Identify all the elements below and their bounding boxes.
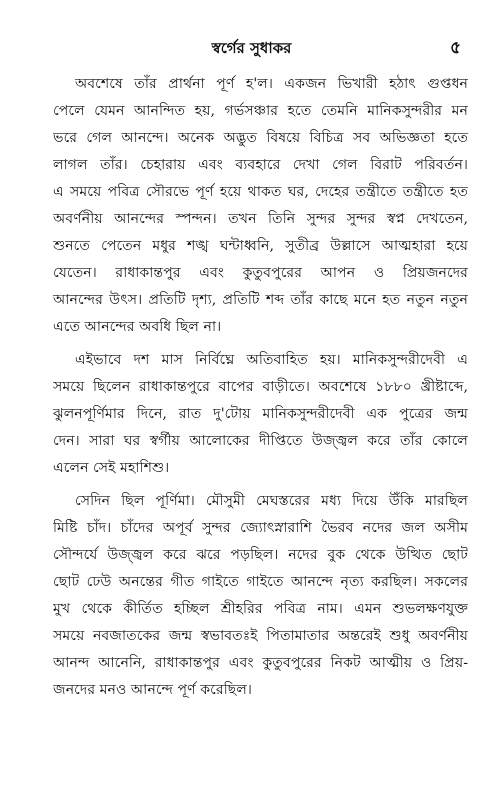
text-line: সময়ে নবজাতকের জন্ম স্বভাবতঃই পিতামাতার অন্তরেই শুধু অবর্ণনীয়	[53, 628, 468, 644]
text-line: পেলে যেমন আনন্দিত হয়, গর্ভসঞ্চার হতে তেমনি মানিকসুন্দরীর মন	[53, 103, 468, 119]
text-line: সেদিন ছিল পূর্ণিমা। মৌসুমী মেঘস্তরের মধ্য দিয়ে উঁকি মারছিল	[75, 493, 468, 509]
page-header	[0, 36, 503, 60]
text-line: শুনতে পেতেন মধুর শঙ্খ ঘন্টাধ্বনি, সুতীব্র উল্লাসে আত্মহারা হয়ে	[53, 238, 468, 254]
text-line: দেন। সারা ঘর স্বর্গীয় আলোকের দীপ্তিতে উজ্জ্বল করে তাঁর কোলে	[53, 433, 468, 449]
page-number: ৫	[449, 38, 461, 58]
paragraph-1	[53, 71, 468, 341]
text-line: এ সময়ে পবিত্র সৌরভে পূর্ণ হয়ে থাকত ঘর, দেহের তন্ত্রীতে তন্ত্রীতে হত	[53, 184, 468, 200]
text-line: মুখ থেকে কীর্তিত হচ্ছিল শ্রীহরির পবিত্র নাম। এমন শুভলক্ষণযুক্ত	[53, 601, 468, 617]
text-line: এলেন সেই মহাশিশু।	[53, 460, 170, 476]
text-line: আনন্দ আনেনি, রাধাকান্তপুর এবং কুতুবপুরের নিকট আত্মীয় ও প্রিয়-	[53, 655, 468, 671]
text-line: অবশেষে তাঁর প্রার্থনা পূর্ণ হ'ল। একজন ভিখারী হঠাৎ গুপ্তধন	[75, 76, 468, 92]
paragraph-2	[53, 347, 468, 482]
text-line: সৌন্দর্যে উজ্জ্বল করে ঝরে পড়ছিল। নদের বুক থেকে উত্থিত ছোট	[53, 547, 468, 563]
text-line: ভরে গেল আনন্দে। অনেক অদ্ভুত বিষয়ে বিচিত্র সব অভিজ্ঞতা হতে	[53, 130, 468, 146]
text-line: এইভাবে দশ মাস নির্বিঘ্নে অতিবাহিত হয়। মানিকসুন্দরীদেবী এ	[75, 352, 468, 368]
text-line: এতে আনন্দের অবধি ছিল না।	[53, 319, 222, 335]
text-line: ঝুলনপূর্ণিমার দিনে, রাত দু'টোয় মানিকসুন্দরীদেবী এক পুত্রের জন্ম	[53, 406, 468, 422]
text-line: আনন্দের উৎস। প্রতিটি দৃশ্য, প্রতিটি শব্দ তাঁর কাছে মনে হত নতুন নতুন	[53, 292, 468, 308]
body-text	[53, 71, 468, 710]
paragraph-3	[53, 488, 468, 704]
text-line: জনদের মনও আনন্দে পূর্ণ করেছিল।	[53, 682, 252, 698]
text-line: সময়ে ছিলেন রাধাকান্তপুরে বাপের বাড়ীতে। অবশেষে ১৮৮০ খ্রীষ্টাব্দে,	[53, 379, 468, 395]
text-line: ছোট ঢেউ অনন্তের গীত গাইতে গাইতে আনন্দে নৃত্য করছিল। সকলের	[53, 574, 468, 590]
text-line: লাগল তাঁর। চেহারায় এবং ব্যবহারে দেখা গেল বিরাট পরিবর্তন।	[53, 157, 468, 173]
text-line: যেতেন। রাধাকান্তপুর এবং কুতুবপুরের আপন ও প্রিয়জনদের	[53, 265, 468, 281]
text-line: অবর্ণনীয় আনন্দের স্পন্দন। তখন তিনি সুন্দর সুন্দর স্বপ্ন দেখতেন,	[53, 211, 468, 227]
running-title: স্বর্গের সুধাকর	[211, 39, 292, 57]
text-line: মিষ্টি চাঁদ। চাঁদের অপূর্ব সুন্দর জ্যোৎস্নারাশি ভৈরব নদের জল অসীম	[53, 520, 468, 536]
